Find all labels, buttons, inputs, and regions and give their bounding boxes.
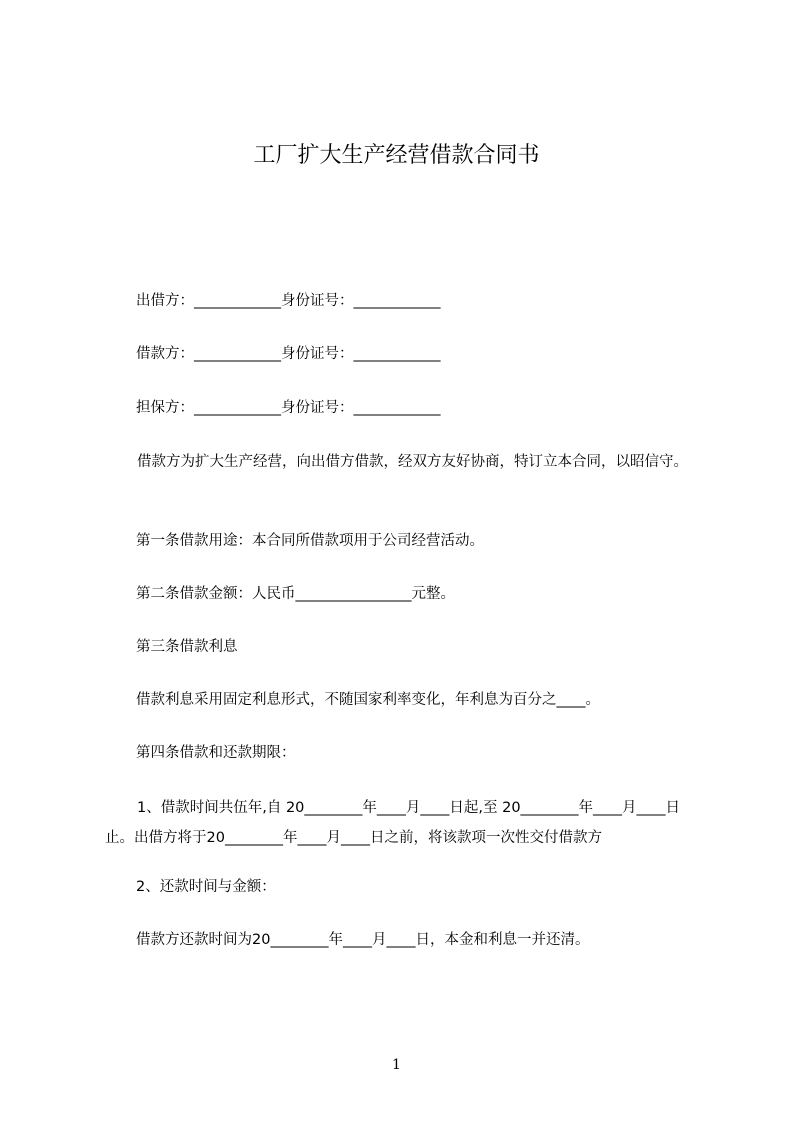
article-3-title: 第三条借款利息	[136, 639, 238, 655]
document-title: 工厂扩大生产经营借款合同书	[253, 143, 540, 168]
article-4-item-2-title: 2、还款时间与金额：	[136, 879, 276, 895]
article-1: 第一条借款用途：本合同所借款项用于公司经营活动。	[136, 533, 484, 549]
guarantor-line: 担保方：____________身份证号：____________	[136, 400, 441, 416]
intro-text: 借款方为扩大生产经营，向出借方借款，经双方友好协商，特订立本合同，以昭信守。	[137, 454, 688, 470]
lender-line: 出借方：____________身份证号：____________	[136, 293, 441, 309]
article-4-title: 第四条借款和还款期限：	[136, 745, 296, 761]
article-3-body: 借款利息采用固定利息形式，不随国家利率变化，年利息为百分之____。	[136, 692, 600, 708]
article-4-item-1	[105, 793, 697, 853]
article-4-item-2-body: 借款方还款时间为20________年____月____日，本金和利息一并还清。	[136, 932, 590, 948]
article-2: 第二条借款金额：人民币________________元整。	[136, 586, 455, 602]
article-4-item-1-text: 1、借款时间共伍年,自 20________年____月____日起,至 20________年____月____日止。出借方将于20________年____月____日之前，将该款项一次性交付借款方	[105, 800, 681, 846]
intro-paragraph	[105, 447, 697, 477]
page-number: 1	[392, 1057, 401, 1073]
borrower-line: 借款方：____________身份证号：____________	[136, 346, 441, 362]
